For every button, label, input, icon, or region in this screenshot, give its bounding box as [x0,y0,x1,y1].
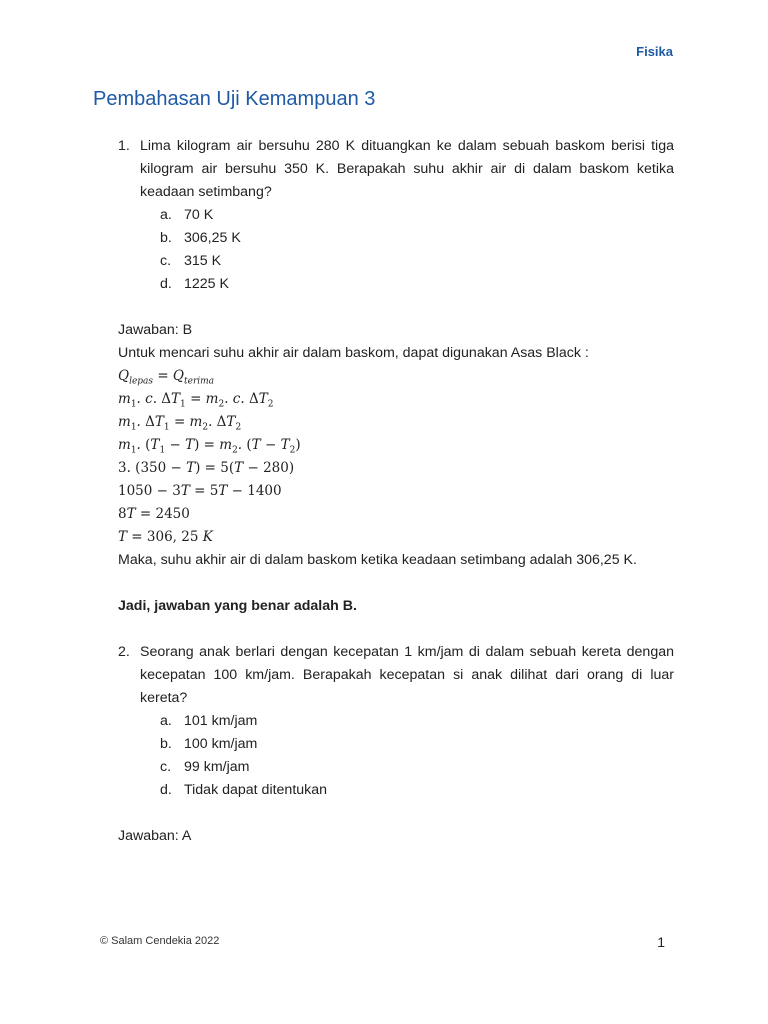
equation-line: 1050 − 3T = 5T − 1400 [118,483,282,499]
solution-conclusion: Maka, suhu akhir air di dalam baskom ketika keadaan setimbang adalah 306,25 K. [118,552,637,568]
option-item [160,756,674,779]
question-2 [118,641,674,710]
question-number: 2. [118,644,130,660]
option-item [160,733,674,756]
question-number: 1. [118,138,130,154]
option-letter: a. [160,207,172,223]
option-letter: c. [160,759,172,775]
equation-line: 3. (350 − T) = 5(T − 280) [118,460,295,476]
option-letter: c. [160,253,172,269]
option-item [160,273,674,296]
option-item [160,779,674,802]
equation-line: 8T = 2450 [118,506,190,522]
answer-line: Jawaban: B [118,322,193,338]
answer-options [160,204,674,296]
option-text: 101 km/jam [184,713,258,729]
option-letter: b. [160,230,172,246]
answer-options [160,710,674,802]
option-text: 100 km/jam [184,736,258,752]
equation-line: $m_1$. c. $\Delta T_1 = m_2$. c. $\Delta T_2$ [118,391,274,410]
footer-copyright: © Salam Cendekia 2022 [100,935,220,947]
option-item [160,204,674,227]
option-text: 99 km/jam [184,759,250,775]
option-letter: b. [160,736,172,752]
option-item [160,710,674,733]
option-text: 315 K [184,253,222,269]
final-answer: Jadi, jawaban yang benar adalah B. [118,598,357,614]
question-text: Lima kilogram air bersuhu 280 K dituangkan ke dalam sebuah baskom berisi tiga kilogram air bersuhu 350 K. Berapakah suhu akhir air di dalam baskom ketika keadaan setimbang? [140,138,674,200]
option-letter: d. [160,782,172,798]
question-text: Seorang anak berlari dengan kecepatan 1 km/jam di dalam sebuah kereta dengan kecepatan 100 km/jam. Berapakah kecepatan si anak dilihat dari orang di luar kereta? [140,644,674,706]
option-text: Tidak dapat ditentukan [184,782,328,798]
equation-line: $m_1$. $\Delta T_1 = m_2$. $\Delta T_2$ [118,414,242,433]
answer-line: Jawaban: A [118,828,192,844]
option-item [160,250,674,273]
option-text: 306,25 K [184,230,241,246]
page-title: Pembahasan Uji Kemampuan 3 [93,88,376,110]
equation-line: $Q_{lepas} = Q_{terima}$ [118,368,215,387]
document-body [118,135,674,848]
question-1 [118,135,674,204]
option-letter: d. [160,276,172,292]
solution-intro: Untuk mencari suhu akhir air dalam baskom, dapat digunakan Asas Black : [118,345,589,361]
option-item [160,227,674,250]
header-subject: Fisika [636,44,673,59]
page-number: 1 [657,934,665,950]
option-text: 70 K [184,207,214,223]
equation-line: $m_1$. $(T_1 - T) = m_2$. $(T - T_2)$ [118,437,301,456]
option-text: 1225 K [184,276,229,292]
option-letter: a. [160,713,172,729]
equation-line: T = 306, 25 K [118,529,213,545]
